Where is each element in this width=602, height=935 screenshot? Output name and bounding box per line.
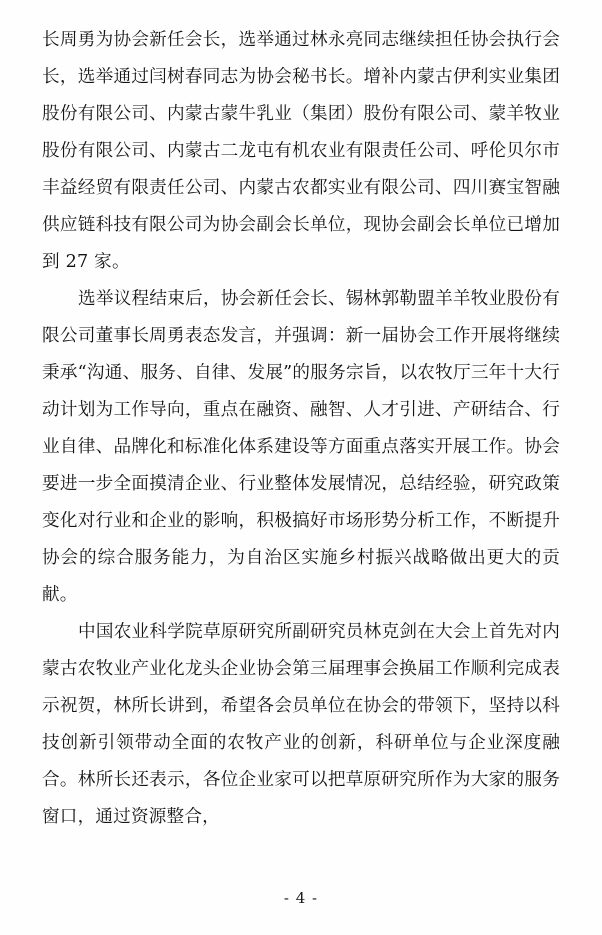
paragraph-3: 中国农业科学院草原研究所副研究员林克剑在大会上首先对内蒙古农牧业产业化龙头企业协会第三届理事会换届工作顺利完成表示祝贺，林所长讲到，希望各会员单位在协会的带领下，坚持以科技创新引领带动全面的农牧产业的创新，科研单位与企业深度融合。林所长还表示，各位企业家可以把草原研究所作为大家的服务窗口，通过资源整合， (42, 622, 560, 827)
paragraph-2: 选举议程结束后，协会新任会长、锡林郭勒盟羊羊牧业股份有限公司董事长周勇表态发言，并强调：新一届协会工作开展将继续秉承“沟通、服务、自律、发展”的服务宗旨，以农牧厅三年十大行动计划为工作导向，重点在融资、融智、人才引进、产研结合、行业自律、品牌化和标准化体系建设等方面重点落实开展工作。协会要进一步全面摸清企业、行业整体发展情况，总结经验，研究政策变化对行业和企业的影响，积极搞好市场形势分析工作，不断提升协会的综合服务能力，为自治区实施乡村振兴战略做出更大的贡献。 (42, 289, 560, 605)
paragraph-1: 长周勇为协会新任会长，选举通过林永亮同志继续担任协会执行会长，选举通过闫树春同志为协会秘书长。增补内蒙古伊利实业集团股份有限公司、内蒙古蒙牛乳业（集团）股份有限公司、蒙羊牧业股份有限公司、内蒙古二龙屯有机农业有限责任公司、呼伦贝尔市丰益经贸有限责任公司、内蒙古农都实业有限公司、四川赛宝智融供应链科技有限公司为协会副会长单位，现协会副会长单位已增加到 27 家。 (42, 30, 560, 272)
document-body (42, 22, 560, 836)
page-number: - 4 - (283, 889, 319, 907)
